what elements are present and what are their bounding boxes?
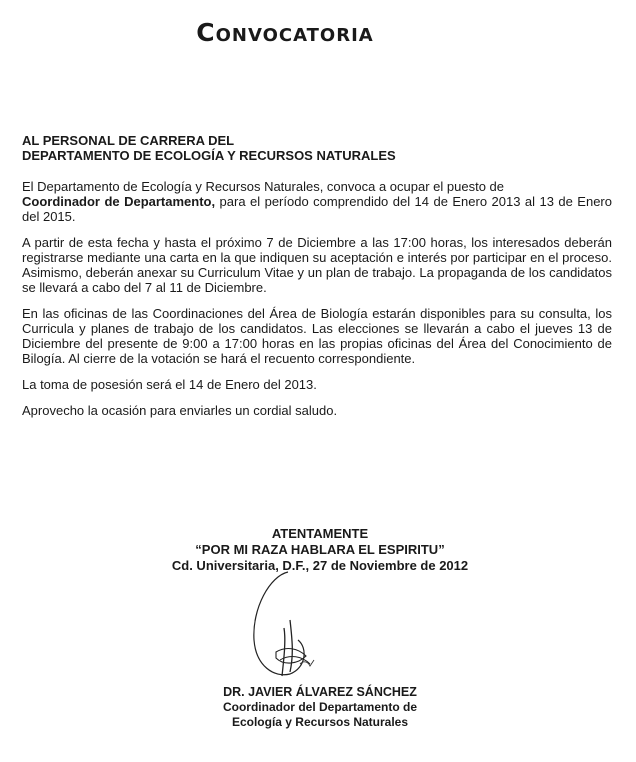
signer-name: DR. JAVIER ÁLVAREZ SÁNCHEZ bbox=[223, 685, 417, 699]
addressee-line-1: AL PERSONAL DE CARRERA DEL bbox=[22, 133, 235, 148]
paragraph-1 bbox=[22, 179, 612, 224]
closing-salutation: ATENTAMENTE bbox=[271, 526, 369, 541]
handwritten-signature bbox=[240, 568, 340, 688]
paragraph-2: A partir de esta fecha y hasta el próximo 7 de Diciembre a las 17:00 horas, los interesados deberán registrarse mediante una carta en la que indiquen su aceptación e interés por participar en el proceso. Asimismo, deberán anexar su Curriculum Vitae y un plan de trabajo. La propaganda de los candidatos se llevará a cabo del 7 al 11 de Diciembre. bbox=[22, 235, 612, 295]
letter-body bbox=[22, 179, 612, 429]
paragraph-5: Aprovecho la ocasión para enviarles un cordial saludo. bbox=[22, 403, 338, 418]
document-title: Convocatoria bbox=[196, 18, 374, 47]
addressee-block bbox=[22, 133, 396, 163]
closing-block bbox=[130, 526, 510, 574]
signer-position-1: Coordinador del Departamento de bbox=[222, 700, 418, 714]
paragraph-1-period: para el período comprendido del 14 de Enero 2013 al 13 de Enero del 2015. bbox=[22, 194, 612, 224]
closing-motto: “POR MI RAZA HABLARA EL ESPIRITU” bbox=[195, 542, 445, 557]
paragraph-3: En las oficinas de las Coordinaciones del Área de Biología estarán disponibles para su consulta, los Curricula y planes de trabajo de los candidatos. Las elecciones se llevarán a cabo el jueves 13 de Diciembre del presente de 9:00 a 17:00 horas en las propias oficinas del Área del Conocimiento de Bilogía. Al cierre de la votación se hará el recuento correspondiente. bbox=[22, 306, 612, 366]
addressee-line-2: DEPARTAMENTO DE ECOLOGÍA Y RECURSOS NATURALES bbox=[22, 148, 396, 163]
closing-place-date: Cd. Universitaria, D.F., 27 de Noviembre de 2012 bbox=[171, 558, 469, 573]
paragraph-4: La toma de posesión será el 14 de Enero del 2013. bbox=[22, 377, 317, 392]
signer-block bbox=[130, 685, 510, 730]
position-title: Coordinador de Departamento, bbox=[22, 194, 216, 209]
paragraph-1-intro: El Departamento de Ecología y Recursos Naturales, convoca a ocupar el puesto de bbox=[22, 179, 504, 194]
signer-position-2: Ecología y Recursos Naturales bbox=[231, 715, 409, 729]
